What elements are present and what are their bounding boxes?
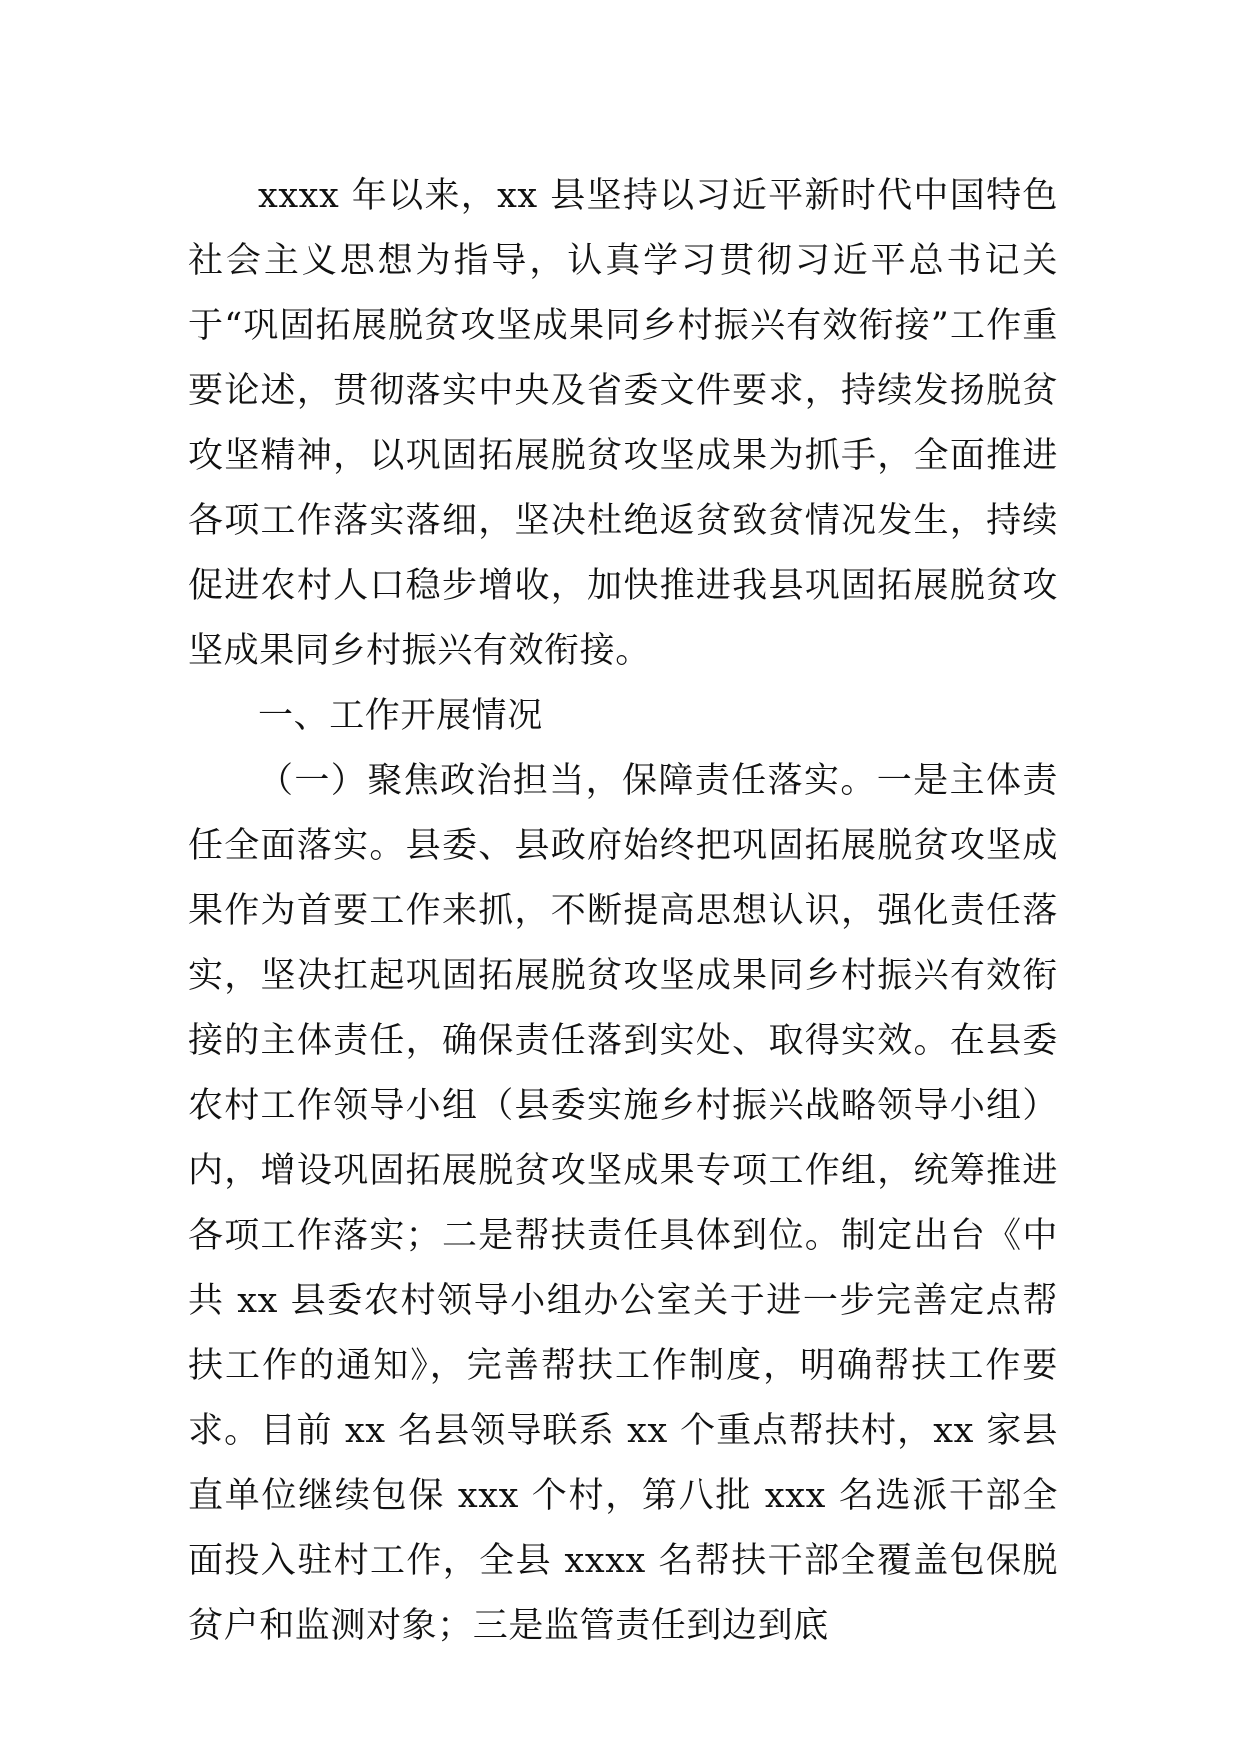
section-paragraph: （一）聚焦政治担当，保障责任落实。一是主体责任全面落实。县委、县政府始终把巩固拓展脱贫攻坚成果作为首要工作来抓，不断提高思想认识，强化责任落实，坚决扛起巩固拓展脱贫攻坚成果同乡村振兴有效衔接的主体责任，确保责任落到实处、取得实效。在县委农村工作领导小组（县委实施乡村振兴战略领导小组）内，增设巩固拓展脱贫攻坚成果专项工作组，统筹推进各项工作落实；二是帮扶责任具体到位。制定出台《中共 xx 县委农村领导小组办公室关于进一步完善定点帮扶工作的通知》，完善帮扶工作制度，明确帮扶工作要求。目前 xx 名县领导联系 xx 个重点帮扶村，xx 家县直单位继续包保 xxx 个村，第八批 xxx 名选派干部全面投入驻村工作，全县 xxxx 名帮扶干部全覆盖包保脱贫户和监测对象；三是监管责任到边到底 <box>188 761 1058 1646</box>
section-heading: 一、工作开展情况 <box>258 696 543 736</box>
intro-paragraph: xxxx 年以来，xx 县坚持以习近平新时代中国特色社会主义思想为指导，认真学习贯彻习近平总书记关于“巩固拓展脱贫攻坚成果同乡村振兴有效衔接”工作重要论述，贯彻落实中央及省委文件要求，持续发扬脱贫攻坚精神，以巩固拓展脱贫攻坚成果为抓手，全面推进各项工作落实落细，坚决杜绝返贫致贫情况发生，持续促进农村人口稳步增收，加快推进我县巩固拓展脱贫攻坚成果同乡村振兴有效衔接。 <box>188 176 1058 671</box>
document-body <box>188 164 1058 1659</box>
